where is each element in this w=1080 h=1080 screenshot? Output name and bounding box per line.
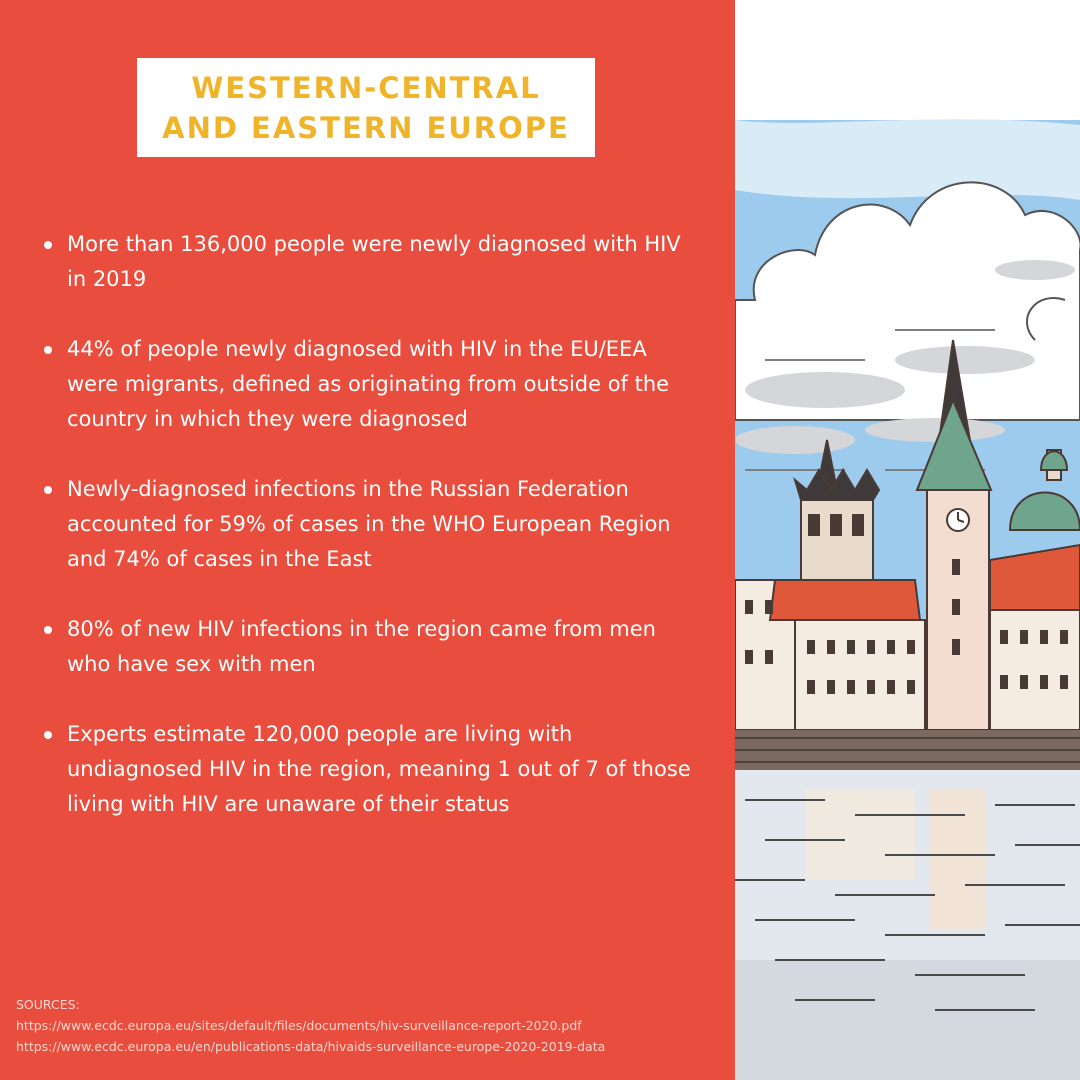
bullet-dot-icon — [44, 626, 52, 634]
title-line-2: AND EASTERN EUROPE — [162, 110, 570, 145]
title-box — [137, 58, 595, 157]
fact-text: 80% of new HIV infections in the region came from men who have sex with men — [67, 617, 656, 676]
fact-text: Newly-diagnosed infections in the Russian Federation accounted for 59% of cases in the WHO European Region and 74% of cases in the East — [67, 477, 671, 571]
fact-text: More than 136,000 people were newly diagnosed with HIV in 2019 — [67, 232, 681, 291]
fact-list — [42, 227, 702, 857]
fact-text: 44% of people newly diagnosed with HIV in the EU/EEA were migrants, defined as originating from outside of the country in which they were diagnosed — [67, 337, 670, 431]
bullet-dot-icon — [44, 731, 52, 739]
source-link[interactable]: https://www.ecdc.europa.eu/en/publications-data/hivaids-surveillance-europe-2020-2019-data — [16, 1039, 606, 1054]
bullet-dot-icon — [44, 241, 52, 249]
title-line-1: WESTERN-CENTRAL — [191, 70, 541, 105]
prague-cityscape-illustration — [735, 0, 1080, 1080]
source-link[interactable]: https://www.ecdc.europa.eu/sites/default/files/documents/hiv-surveillance-report-2020.pdf — [16, 1018, 582, 1033]
bullet-dot-icon — [44, 346, 52, 354]
fact-item — [42, 472, 702, 577]
fact-item — [42, 717, 702, 822]
bullet-dot-icon — [44, 486, 52, 494]
sources-block — [16, 994, 605, 1057]
fact-item — [42, 612, 702, 682]
fact-item — [42, 332, 702, 437]
sources-heading: SOURCES: — [16, 997, 80, 1012]
fact-text: Experts estimate 120,000 people are living with undiagnosed HIV in the region, meaning 1 out of 7 of those living with HIV are unaware of their status — [67, 722, 691, 816]
fact-item — [42, 227, 702, 297]
